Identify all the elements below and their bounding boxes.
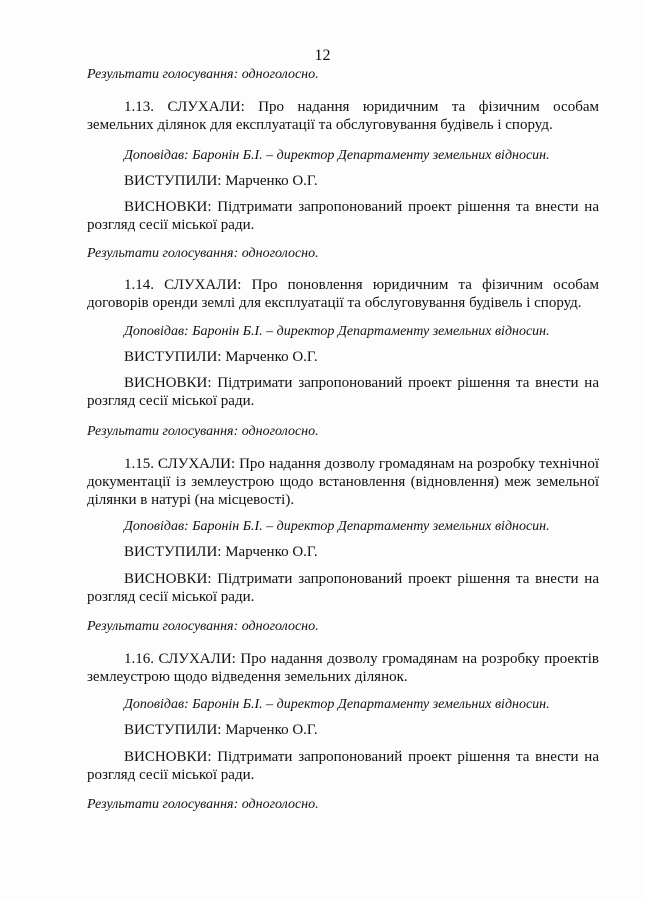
- heard-item-1-15-line3: ділянки в натурі (на місцевості).: [87, 492, 295, 508]
- heard-item-1-13-line2: земельних ділянок для експлуатації та обслуговування будівель і споруд.: [87, 117, 553, 133]
- speakers-line: ВИСТУПИЛИ: Марченко О.Г.: [124, 722, 318, 738]
- conclusion-line2: розгляд сесії міської ради.: [87, 393, 255, 409]
- conclusion-line1: ВИСНОВКИ: Підтримати запропонований проект рішення та внести на: [124, 375, 599, 391]
- conclusion-line2: розгляд сесії міської ради.: [87, 589, 255, 605]
- heard-item-1-13-line1: 1.13. СЛУХАЛИ: Про надання юридичним та фізичним особам: [124, 99, 599, 115]
- speakers-line: ВИСТУПИЛИ: Марченко О.Г.: [124, 544, 318, 560]
- speakers-line: ВИСТУПИЛИ: Марченко О.Г.: [124, 173, 318, 189]
- conclusion-line2: розгляд сесії міської ради.: [87, 767, 255, 783]
- reporter-line: Доповідав: Баронін Б.І. – директор Департаменту земельних відносин.: [124, 519, 550, 534]
- voting-result: Результати голосування: одноголосно.: [87, 67, 319, 82]
- voting-result: Результати голосування: одноголосно.: [87, 424, 319, 439]
- speakers-line: ВИСТУПИЛИ: Марченко О.Г.: [124, 349, 318, 365]
- page-number: 12: [314, 47, 331, 64]
- heard-item-1-16-line1: 1.16. СЛУХАЛИ: Про надання дозволу громадянам на розробку проектів: [124, 651, 599, 667]
- voting-result: Результати голосування: одноголосно.: [87, 246, 319, 261]
- reporter-line: Доповідав: Баронін Б.І. – директор Департаменту земельних відносин.: [124, 697, 550, 712]
- conclusion-line1: ВИСНОВКИ: Підтримати запропонований проект рішення та внести на: [124, 749, 599, 765]
- conclusion-line1: ВИСНОВКИ: Підтримати запропонований проект рішення та внести на: [124, 571, 599, 587]
- voting-result: Результати голосування: одноголосно.: [87, 619, 319, 634]
- reporter-line: Доповідав: Баронін Б.І. – директор Департаменту земельних відносин.: [124, 324, 550, 339]
- voting-result: Результати голосування: одноголосно.: [87, 797, 319, 812]
- conclusion-line2: розгляд сесії міської ради.: [87, 217, 255, 233]
- reporter-line: Доповідав: Баронін Б.І. – директор Департаменту земельних відносин.: [124, 148, 550, 163]
- heard-item-1-16-line2: землеустрою щодо відведення земельних ділянок.: [87, 669, 408, 685]
- heard-item-1-14-line1: 1.14. СЛУХАЛИ: Про поновлення юридичним та фізичним особам: [124, 277, 599, 293]
- heard-item-1-15-line2: документації із землеустрою щодо встановлення (відновлення) меж земельної: [87, 474, 599, 490]
- conclusion-line1: ВИСНОВКИ: Підтримати запропонований проект рішення та внести на: [124, 199, 599, 215]
- heard-item-1-14-line2: договорів оренди землі для експлуатації та обслуговування будівель і споруд.: [87, 295, 582, 311]
- heard-item-1-15-line1: 1.15. СЛУХАЛИ: Про надання дозволу громадянам на розробку технічної: [124, 456, 599, 472]
